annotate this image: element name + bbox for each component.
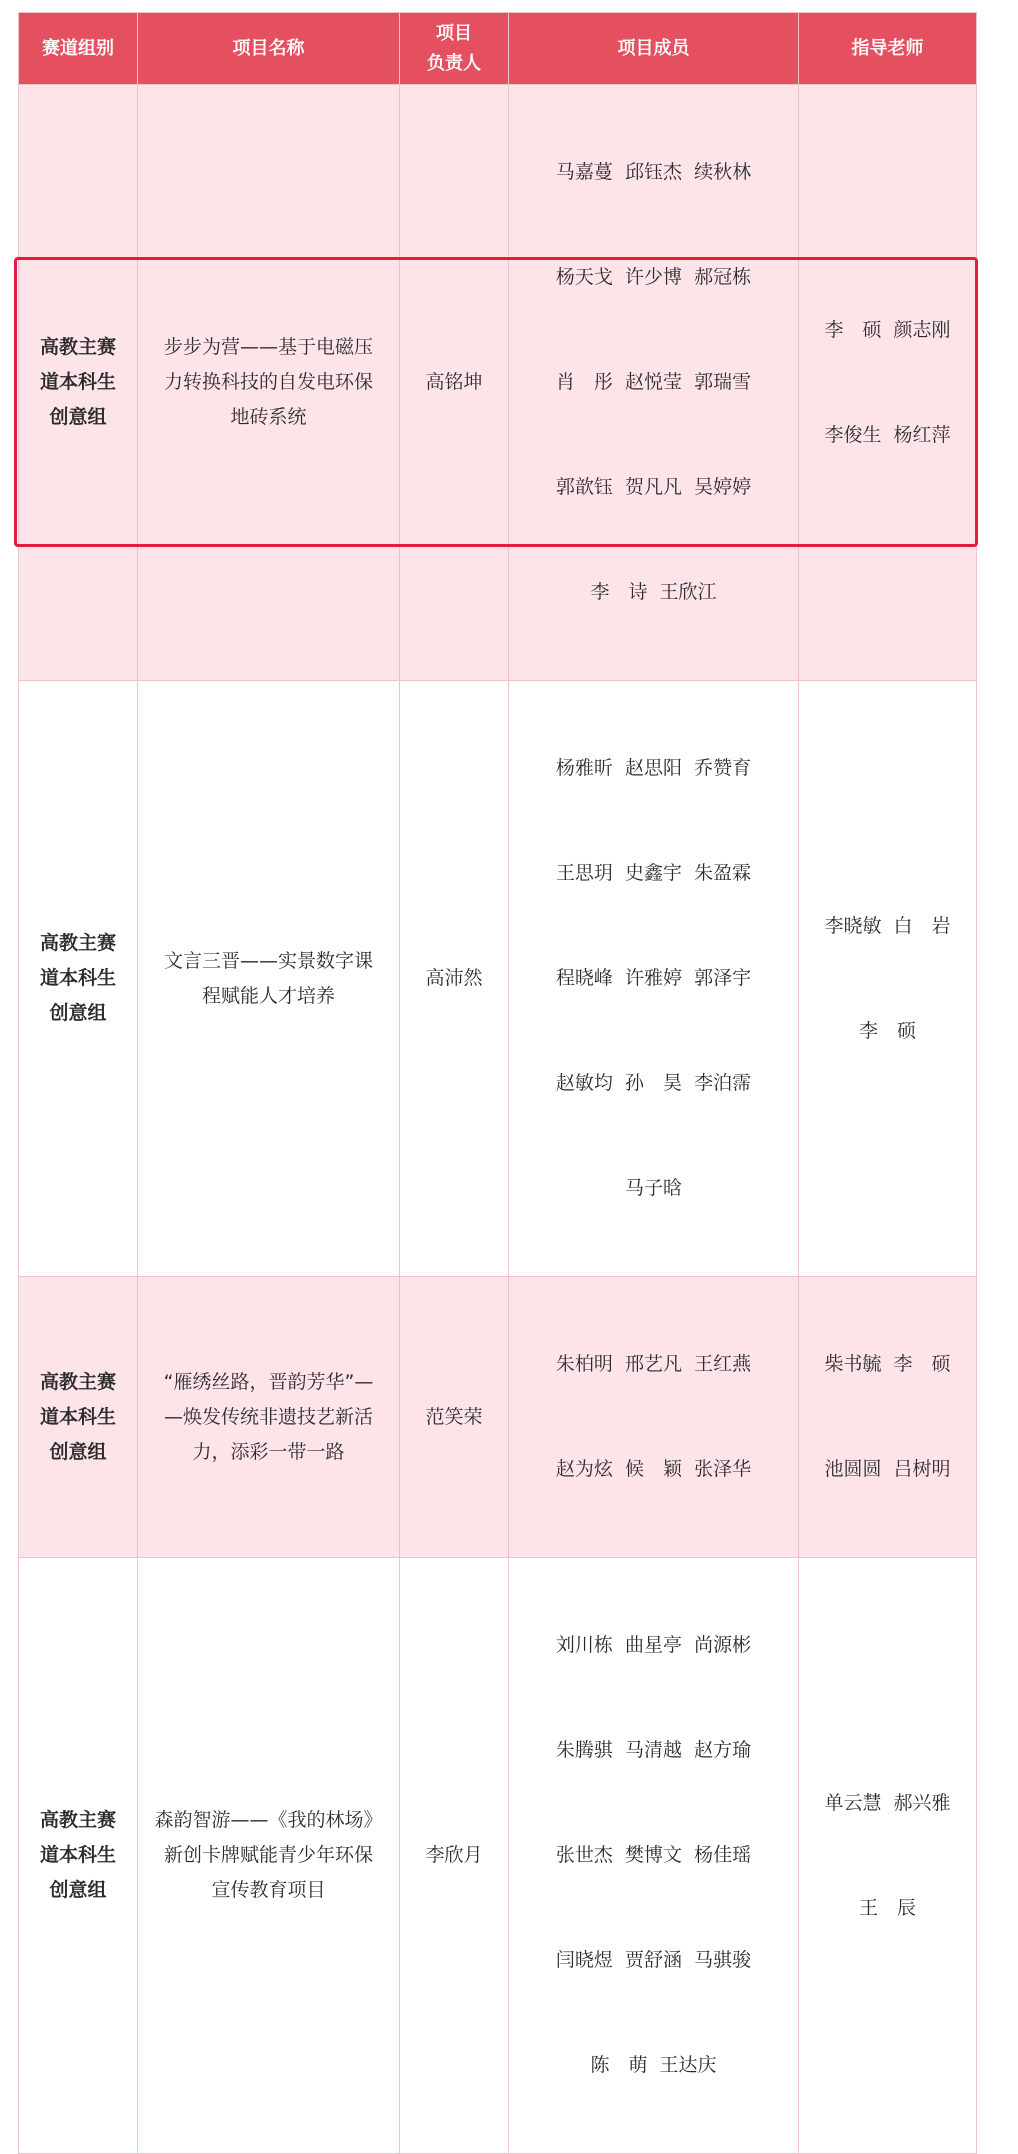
leader-cell: 李欣月	[400, 1558, 509, 2154]
track-line: 道本科生	[39, 967, 116, 989]
member-line: 王思玥 史鑫宇 朱盈霖	[555, 862, 752, 884]
award-table-container	[18, 12, 976, 2154]
track-line: 创意组	[49, 1002, 107, 1024]
project-line: 力，添彩一带一路	[192, 1440, 345, 1463]
member-line: 朱腾骐 马清越 赵方瑜	[555, 1739, 752, 1761]
track-cell	[19, 681, 138, 1277]
project-line: 力转换科技的自发电环保	[163, 371, 373, 393]
project-line: 程赋能人才培养	[201, 984, 335, 1007]
member-line: 李 诗 王欣江	[590, 581, 717, 603]
member-line: 肖 彤 赵悦莹 郭瑞雪	[555, 371, 752, 393]
members-cell	[509, 1558, 799, 2154]
member-line: 朱柏明 邢艺凡 王红燕	[555, 1353, 752, 1375]
leader-cell: 范笑荣	[400, 1277, 509, 1558]
award-table	[18, 12, 977, 2154]
advisor-line: 李 硕	[858, 1019, 916, 1042]
track-cell	[19, 1277, 138, 1558]
members-cell	[509, 85, 799, 681]
track-cell	[19, 1558, 138, 2154]
member-line: 赵敏均 孙 昊 李泊霈	[555, 1072, 752, 1094]
member-line: 刘川栋 曲星亭 尚源彬	[555, 1634, 752, 1656]
leader-cell: 高沛然	[400, 681, 509, 1277]
member-line: 杨天戈 许少博 郝冠栋	[555, 266, 752, 288]
track-line: 高教主赛	[39, 932, 116, 954]
track-line: 创意组	[49, 1879, 107, 1901]
member-line: 程晓峰 许雅婷 郭泽宇	[555, 967, 752, 989]
member-line: 马嘉蔓 邱钰杰 续秋林	[555, 161, 752, 183]
advisor-line: 李晓敏 白 岩	[824, 914, 951, 937]
member-line: 杨雅昕 赵思阳 乔赞育	[555, 757, 752, 779]
advisors-cell	[799, 681, 977, 1277]
advisor-line: 李 硕 颜志刚	[824, 318, 951, 341]
header-track: 赛道组别	[19, 13, 138, 85]
header-leader-line2: 负责人	[427, 52, 481, 74]
project-line: 森韵智游——《我的林场》	[154, 1809, 383, 1831]
track-line: 创意组	[49, 406, 107, 428]
track-line: 道本科生	[39, 371, 116, 393]
header-row	[19, 13, 977, 85]
project-line: 新创卡牌赋能青少年环保	[163, 1844, 373, 1866]
header-leader	[400, 13, 509, 85]
track-line: 道本科生	[39, 1405, 116, 1428]
header-advisors: 指导老师	[799, 13, 977, 85]
project-line: 步步为营——基于电磁压	[163, 336, 373, 358]
header-members: 项目成员	[509, 13, 799, 85]
advisor-line: 池圆圆 吕树明	[824, 1458, 951, 1480]
member-line: 郭歆钰 贺凡凡 吴婷婷	[555, 476, 752, 498]
leader-cell: 高铭坤	[400, 85, 509, 681]
member-line: 陈 萌 王达庆	[590, 2054, 717, 2076]
table-row	[19, 85, 977, 681]
member-line: 闫晓煜 贾舒涵 马骐骏	[555, 1949, 752, 1971]
track-cell	[19, 85, 138, 681]
members-cell	[509, 1277, 799, 1558]
advisor-line: 王 辰	[858, 1896, 916, 1919]
project-cell	[138, 1277, 400, 1558]
track-line: 高教主赛	[39, 336, 116, 358]
track-line: 道本科生	[39, 1844, 116, 1866]
project-cell	[138, 85, 400, 681]
advisor-line: 单云慧 郝兴雅	[824, 1791, 951, 1814]
header-leader-line1: 项目	[436, 22, 472, 44]
project-line: “雁绣丝路，晋韵芳华”—	[163, 1370, 374, 1393]
member-line: 马子晗	[624, 1177, 682, 1199]
project-line: —焕发传统非遗技艺新活	[163, 1405, 373, 1428]
advisors-cell	[799, 85, 977, 681]
advisor-line: 李俊生 杨红萍	[824, 423, 951, 446]
table-row	[19, 681, 977, 1277]
track-line: 高教主赛	[39, 1809, 116, 1831]
member-line: 张世杰 樊博文 杨佳瑶	[555, 1844, 752, 1866]
project-cell	[138, 1558, 400, 2154]
track-line: 高教主赛	[39, 1370, 116, 1393]
project-line: 文言三晋——实景数字课	[163, 949, 373, 972]
table-row	[19, 1558, 977, 2154]
project-line: 宣传教育项目	[211, 1879, 326, 1901]
project-line: 地砖系统	[230, 406, 307, 428]
project-cell	[138, 681, 400, 1277]
advisor-line: 柴书毓 李 硕	[824, 1353, 951, 1375]
advisors-cell	[799, 1277, 977, 1558]
track-line: 创意组	[49, 1440, 107, 1463]
header-project: 项目名称	[138, 13, 400, 85]
table-row	[19, 1277, 977, 1558]
advisors-cell	[799, 1558, 977, 2154]
members-cell	[509, 681, 799, 1277]
member-line: 赵为炫 候 颖 张泽华	[555, 1458, 752, 1480]
